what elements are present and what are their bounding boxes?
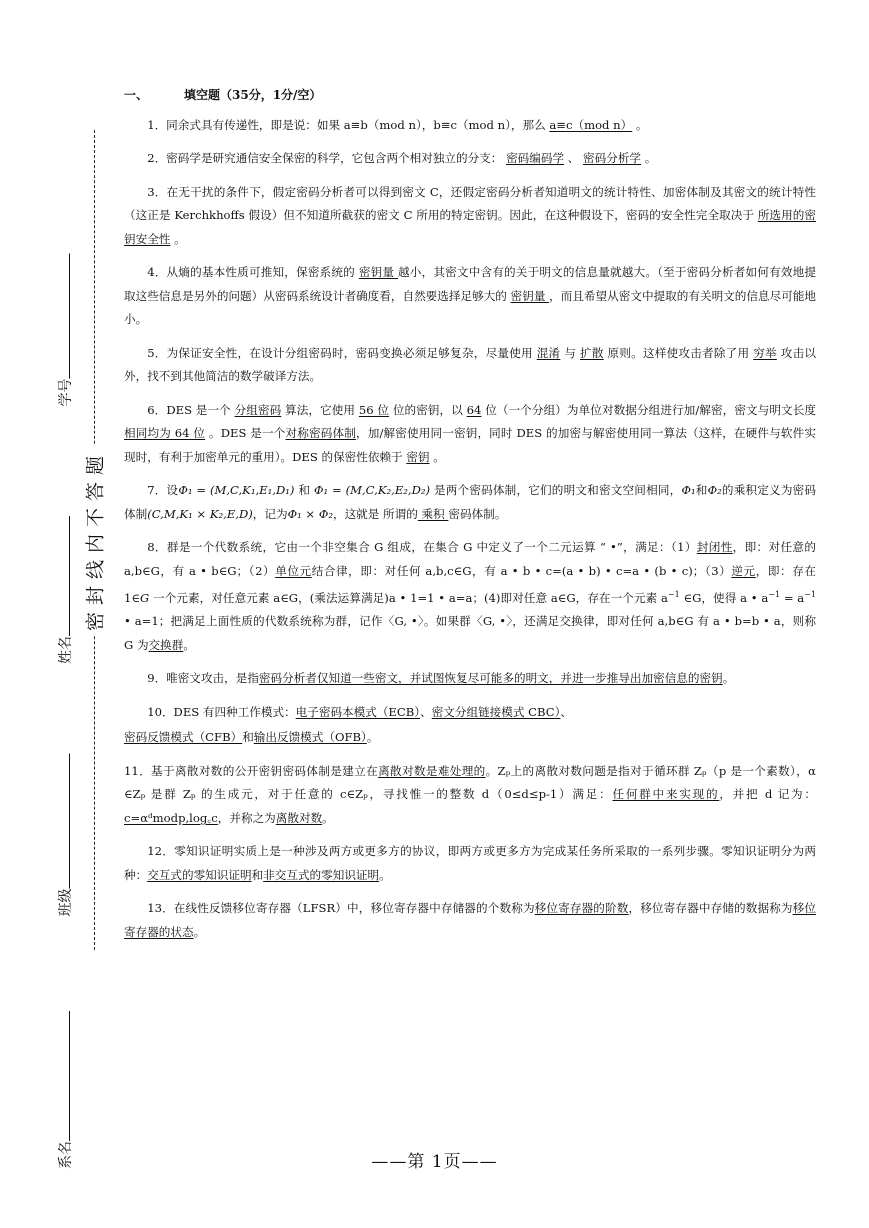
answer-text: 逆元 (731, 563, 756, 578)
question-text: 是两个密码体制，它们的明文和密文空间相同， (430, 483, 682, 497)
question-text: 9．唯密文攻击，是指 (147, 671, 259, 686)
question-q1 (124, 114, 816, 138)
question-text: 3．在无干扰的条件下，假定密码分析者可以得到密文 C，还假定密码分析者知道明文的统计特性、加密体制及其密文的统计特性（这正是 Kerchkhoffs 假设）但不知道所截获的密文 C 所用的特定密钥。因此，在这种假设下，密码的安全性完全取决于 (124, 184, 816, 222)
question-text: 。 (641, 151, 657, 165)
answer-text: 所选用的密钥安全性 (124, 208, 816, 246)
name-blank[interactable] (69, 516, 70, 636)
question-list (124, 114, 816, 945)
question-text: 12．零知识证明实质上是一种涉及两方或更多方的协议，即两方或更多方为完成某任务所采取的一系列步骤。零知识证明分为两种： (124, 844, 816, 882)
question-text: 、 (420, 704, 432, 719)
answer-text: 分组密码 (234, 402, 282, 417)
question-text: 位（一个分组）为单位对数据分组进行加/解密，密文与明文长度 (481, 402, 817, 417)
class-label: 班级 (58, 888, 74, 917)
question-q10 (124, 701, 816, 725)
answer-text: 混淆 (536, 345, 561, 360)
question-text: 攻击以外，找不到其他简洁的数学破译方法。 (124, 345, 816, 383)
question-q4 (124, 261, 816, 332)
answer-text: 非交互式的零知识证明 (263, 867, 380, 882)
question-text: 一个元素，对任意元素 a∈G，(乘法运算满足)a • 1=1 • a=a；(4)即对任意 a∈G，存在一个元素 a (149, 590, 668, 605)
math-expression: Φ₁ × Φ₂ (287, 506, 333, 521)
question-text: 密码体制。 (448, 506, 507, 521)
answer-text: 密钥量 (510, 288, 550, 303)
answer-text: 扩散 (580, 345, 604, 360)
math-expression: Φ₁ (681, 483, 696, 497)
question-text: 5．为保证安全性，在设计分组密码时，密码变换必须足够复杂，尽量使用 (147, 345, 537, 360)
answer-text: 密钥量 (358, 265, 399, 279)
student-id-label: 学号 (58, 378, 74, 407)
question-q9 (124, 667, 816, 691)
answer-text: 乘积 (417, 506, 449, 521)
question-text: ，而且希望从密文中提取的有关明文的信息尽可能地小。 (124, 288, 816, 326)
answer-text: 移位寄存器的状态 (124, 901, 816, 939)
question-text: 。 (722, 671, 735, 686)
department-label: 系名 (58, 1141, 74, 1169)
question-text: 7．设 (147, 483, 179, 497)
question-text: 。 (322, 810, 334, 825)
question-text: 与 (560, 345, 580, 360)
section-title: 填空题（35分，1分/空） (184, 88, 322, 102)
question-text: • a=1；把满足上面性质的代数系统称为群，记作〈G, •〉。如果群〈G, •〉，还满足交换律，即对任何 a,b∈G 有 a • b=b • a，则称 G 为 (124, 614, 816, 652)
question-q11 (124, 760, 816, 831)
student-id-field (55, 254, 75, 407)
superscript: −1 (768, 590, 781, 599)
seal-text: 密封线内不答题 (81, 445, 108, 635)
question-text: 6．DES 是一个 (147, 402, 235, 417)
question-text: ，这就是 所谓的 (332, 506, 418, 521)
question-text: 结合律，即：对任何 a,b,c∈G，有 a • b • c=(a • b) • c=a • (b • c)；（3） (311, 563, 732, 578)
name-field (55, 516, 75, 664)
question-text: 10．DES 有四种工作模式： (147, 704, 296, 719)
question-q2 (124, 147, 816, 171)
answer-text: 对称密码体制 (285, 426, 356, 440)
math-expression: Φ₂ (707, 483, 722, 497)
question-text: 1．同余式具有传递性，即是说：如果 a≡b（mod n），b≡c（mod n），那么 (147, 117, 550, 132)
question-text: 和 (251, 867, 264, 882)
answer-text: 输出反馈模式（OFB） (253, 730, 367, 745)
question-q6 (124, 399, 816, 470)
answer-text: 密钥 (406, 449, 430, 464)
question-text: 11．基于离散对数的公开密钥密码体制是建立在 (124, 763, 379, 778)
student-id-blank[interactable] (69, 254, 70, 379)
answer-text: 任何群中来实现的 (612, 787, 720, 802)
class-blank[interactable] (69, 754, 70, 889)
question-text: = a (780, 590, 805, 605)
superscript: −1 (667, 590, 680, 599)
question-text: 。 (193, 924, 206, 939)
answer-text: 交互式的零知识证明 (147, 867, 252, 882)
question-text: 和 (294, 483, 314, 497)
question-text: 。 (429, 449, 445, 464)
question-text: 8．群是一个代数系统，它由一个非空集合 G 组成，在集合 G 中定义了一个二元运算 “ •”，满足：（1） (147, 540, 697, 554)
question-text: ，加/解密使用同一密钥，同时 DES 的加密与解密使用同一算法（这样，在硬件与软件实现时，有利于加密单元的重用）。DES 的保密性依赖于 (124, 426, 816, 464)
question-text: 4．从熵的基本性质可推知，保密系统的 (147, 265, 359, 279)
answer-text: 相同均为 64 位 (124, 426, 206, 440)
question-q5 (124, 342, 816, 389)
answer-text: a≡c（mod n） (549, 117, 633, 132)
section-number: 一、 (124, 88, 149, 102)
answer-text: 封闭性 (696, 540, 733, 554)
answer-text: 密码编码学 (506, 151, 565, 165)
question-text: 和 (242, 730, 254, 745)
math-expression: Φ₁ = (M,C,K₂,E₂,D₂) (313, 483, 431, 497)
question-text: 。 (183, 637, 195, 652)
answer-text: 离散对数是难处理的 (378, 763, 486, 778)
answer-text: 64 (466, 402, 482, 417)
department-field (55, 1011, 75, 1169)
answer-text: 密码分析者仅知道一些密文，并试图恢复尽可能多的明文，并进一步推导出加密信息的密钥 (258, 671, 723, 686)
superscript: −1 (804, 590, 816, 599)
math-expression: G (139, 590, 150, 605)
page-number: ——第 1页—— (371, 1152, 498, 1172)
question-text: 13．在线性反馈移位寄存器（LFSR）中，移位寄存器中存储器的个数称为 (147, 901, 535, 916)
answer-text: 密码分析学 (583, 151, 642, 165)
section-heading (124, 84, 816, 108)
question-q13 (124, 897, 816, 944)
question-text: ，记为 (252, 506, 288, 521)
question-text: 、 (560, 704, 573, 719)
question-text: 。 (366, 730, 379, 745)
question-text: 位的密钥，以 (389, 402, 467, 417)
answer-text: 密文分组链接模式 CBC） (431, 704, 561, 719)
question-text: 和 (695, 483, 708, 497)
answer-text: 密码反馈模式（CFB） (124, 730, 243, 745)
answer-text: 移位寄存器的阶数 (534, 901, 629, 916)
answer-text: 电子密码本模式（ECB） (295, 704, 421, 719)
class-field (55, 754, 75, 917)
question-text: 、 (564, 151, 584, 165)
question-text: 算法，它使用 (281, 402, 359, 417)
question-text: ∈G，使得 a • a (679, 590, 769, 605)
answer-text: 56 位 (358, 402, 390, 417)
answer-text: 交换群 (148, 637, 184, 652)
question-text: 。 (379, 867, 391, 882)
question-text: 的乘积定义为密码体制 (124, 483, 817, 521)
math-expression: Φ₁ = (M,C,K₁,E₁,D₁) (178, 483, 295, 497)
question-text: 。DES 是一个 (205, 426, 286, 440)
math-expression: (C,M,K₁ × K₂,E,D) (147, 506, 253, 521)
answer-text: c=αᵈmodp,log꜀c (124, 810, 218, 825)
question-text: 原则。这样使攻击者除了用 (603, 345, 754, 360)
answer-text: 穷举 (753, 345, 777, 360)
question-q7 (124, 479, 816, 526)
department-blank[interactable] (69, 1011, 70, 1141)
question-q3 (124, 181, 816, 252)
question-text: ，即：存在 1∈ (124, 563, 816, 605)
question-text: ，即：对任意的 a,b∈G，有 a • b∈G；（2） (124, 540, 816, 578)
question-q12 (124, 840, 816, 887)
question-q10b (124, 726, 816, 750)
exam-content (124, 84, 816, 954)
question-text: 。Zₚ上的离散对数问题是指对于循环群 Zₚ（p 是一个素数），α ∈Zₚ 是群 Zₚ 的生成元，对于任意的 c∈Zₚ，寻找惟一的整数 d（0≤d≤p-1）满足： (124, 763, 816, 802)
question-text: ，并把 d 记为： (719, 787, 816, 802)
answer-text: 离散对数 (275, 810, 323, 825)
question-text: 。 (632, 117, 648, 132)
question-text: ，并称之为 (217, 810, 276, 825)
answer-text: 单位元 (275, 563, 312, 578)
question-text: ，移位寄存器中存储的数据称为 (628, 901, 793, 916)
question-q8 (124, 536, 816, 657)
question-text: 越小，其密文中含有的关于明文的信息量就越大。（至于密码分析者如何有效地提取这些信息是另外的问题）从密码系统设计者确度看，自然要选择足够大的 (124, 265, 817, 303)
name-label: 姓名 (58, 636, 74, 664)
question-text: 2．密码学是研究通信安全保密的科学，它包含两个相对独立的分支： (147, 151, 507, 165)
question-text: 。 (170, 231, 186, 246)
